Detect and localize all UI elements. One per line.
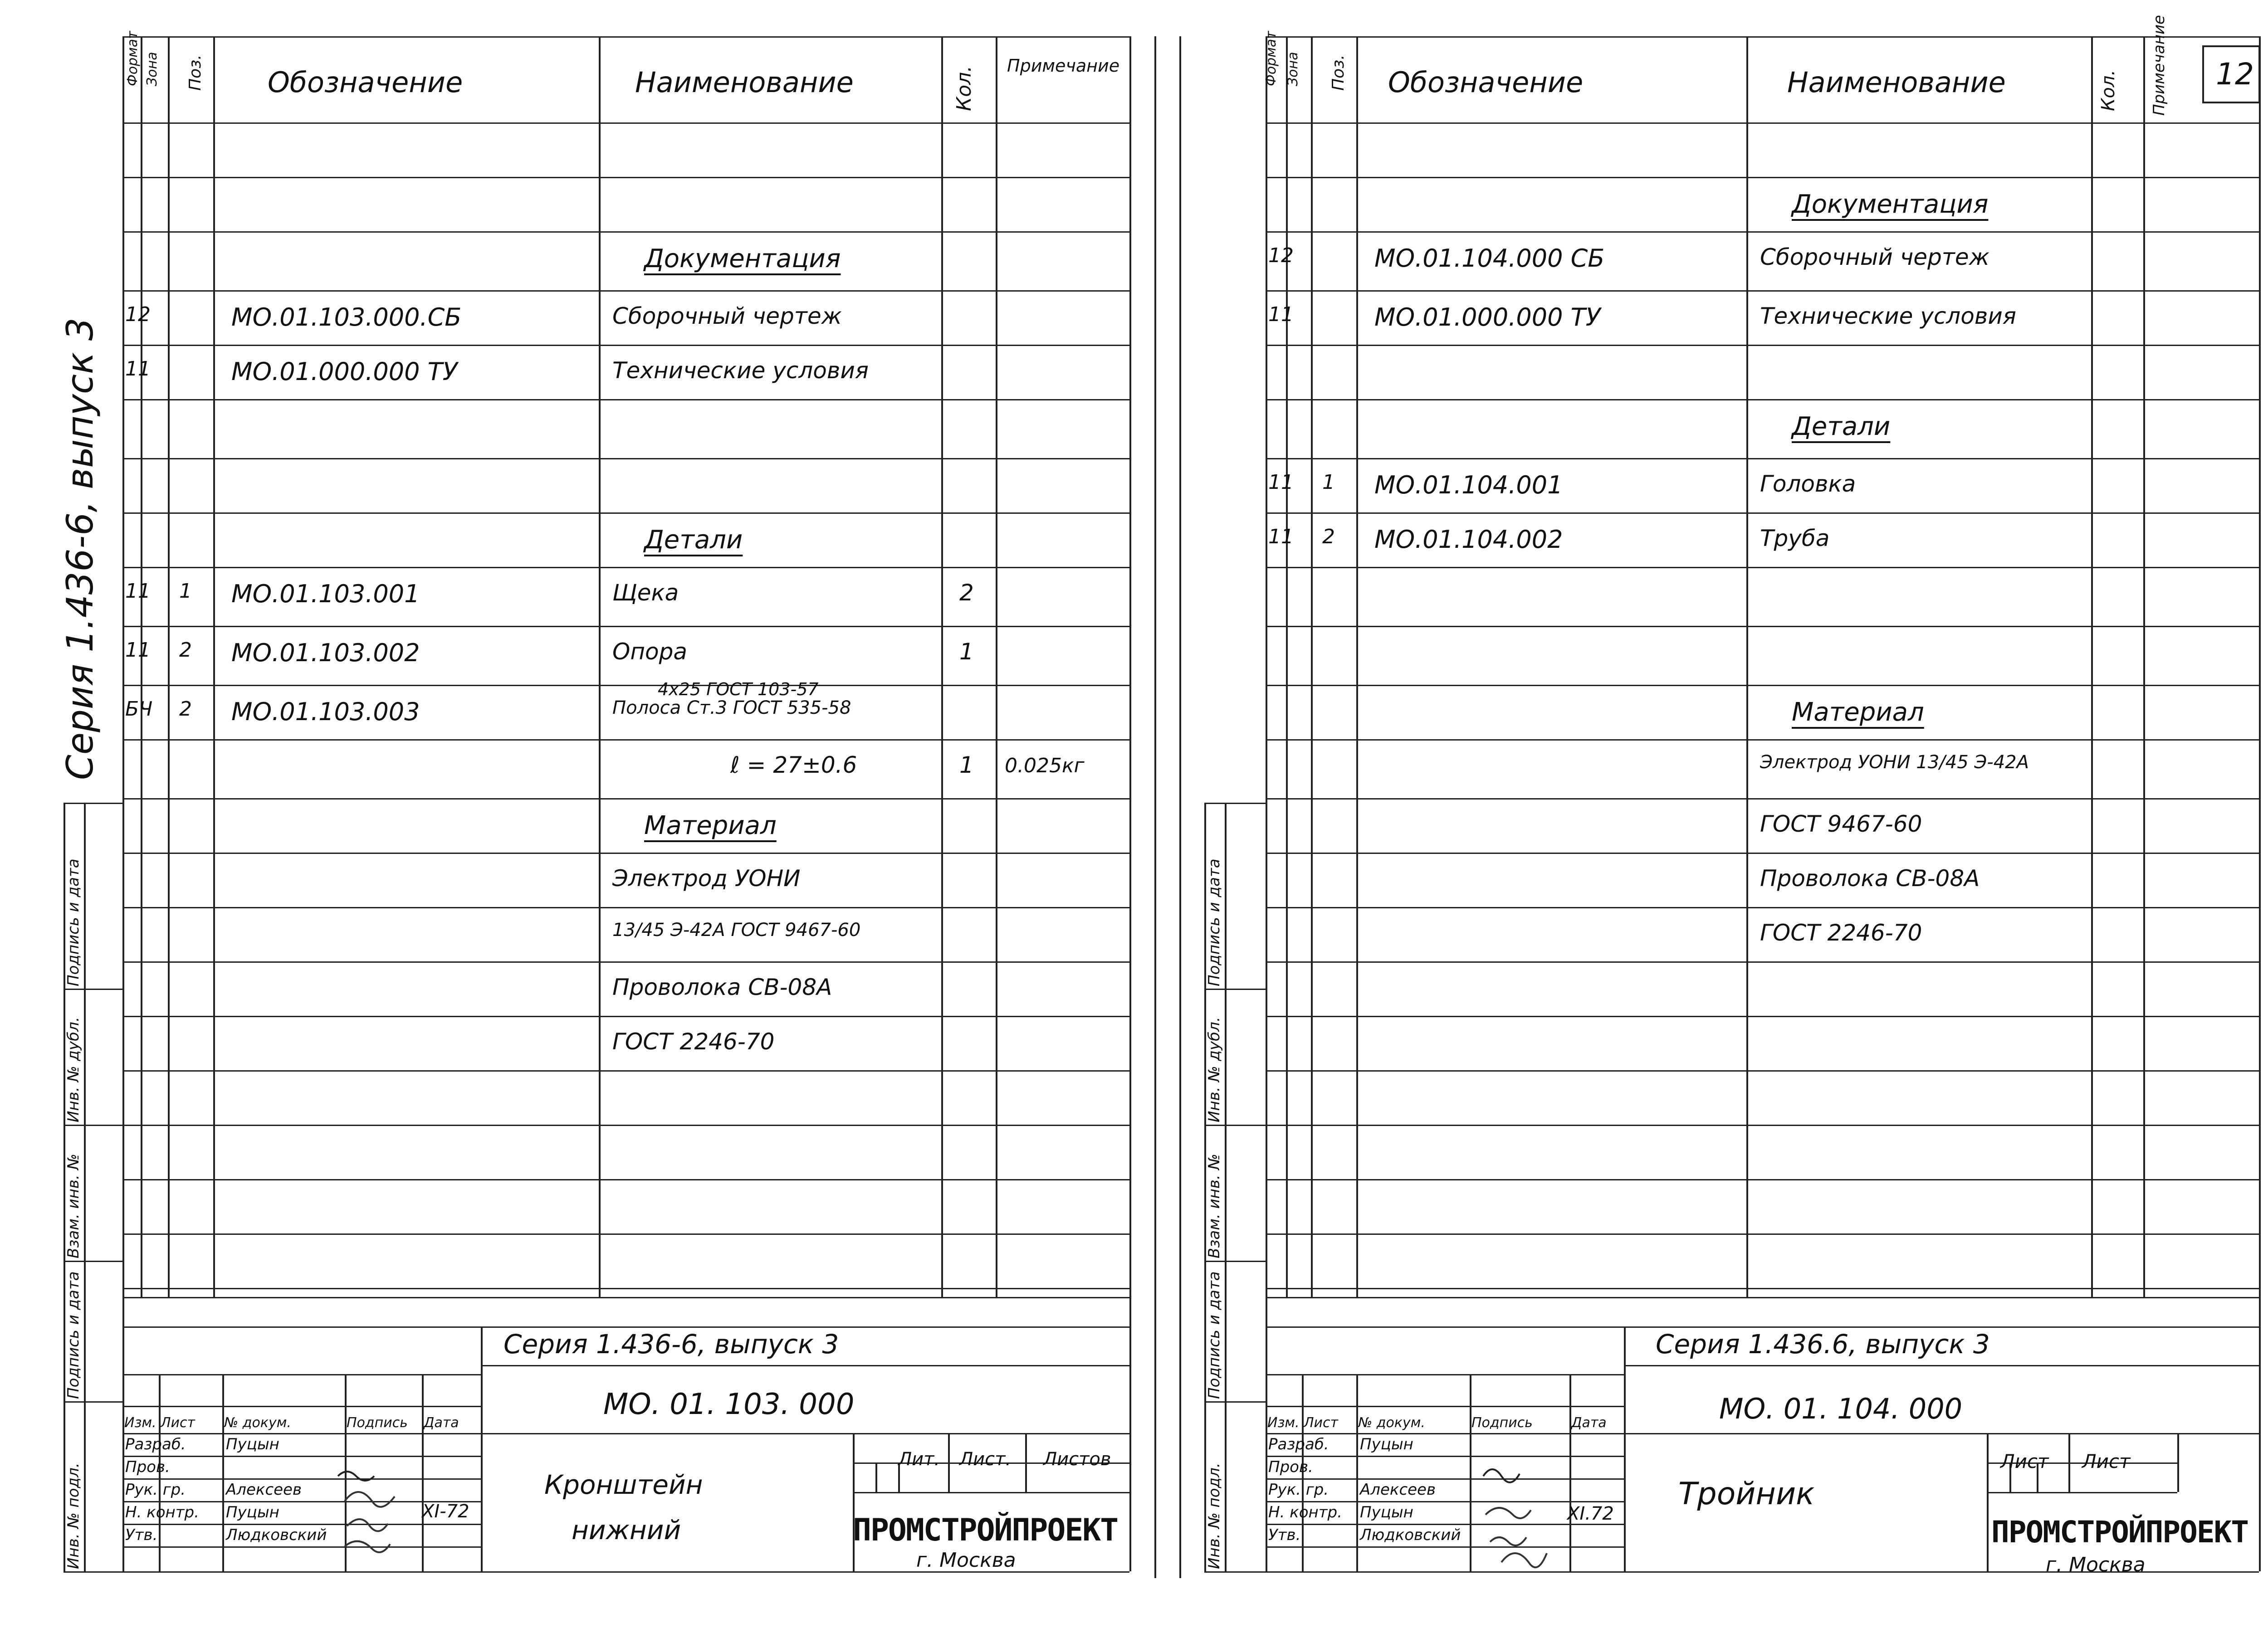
margin-line	[64, 989, 122, 990]
right-col-line	[2091, 36, 2093, 1297]
tb-line	[122, 1456, 481, 1457]
margin-label: Инв. № подл.	[64, 1462, 83, 1569]
col-header-pos: Поз.	[1329, 54, 1348, 91]
row-format: 11	[125, 580, 151, 603]
left-row-line	[122, 685, 1129, 686]
row-name: Электрод УОНИ	[612, 865, 801, 892]
tb-role: Утв.	[1268, 1526, 1301, 1544]
margin-line	[1204, 1125, 1266, 1126]
section-heading: Детали	[1792, 412, 1891, 441]
right-row-line	[1266, 1288, 2259, 1289]
tb-signer: Пуцын	[1360, 1503, 1413, 1521]
row-designation: МО.01.000.000 ТУ	[1374, 303, 1601, 331]
margin-line	[64, 1125, 122, 1126]
right-col-line	[1356, 36, 1358, 1297]
tb-series: Серия 1.436.6, выпуск 3	[1656, 1329, 1990, 1360]
left-row-line	[122, 177, 1129, 178]
row-position: 2	[179, 697, 192, 721]
right-col-line	[1266, 36, 1267, 1297]
left-row-line	[122, 1070, 1129, 1072]
sheet-divider	[1179, 36, 1181, 1578]
row-format: 11	[1268, 525, 1294, 548]
tb-role: Н. контр.	[125, 1503, 199, 1521]
row-format: 11	[125, 357, 151, 380]
margin-line	[1204, 1571, 1266, 1573]
tb-col	[122, 1297, 124, 1571]
col-header-note: Примечание	[2150, 15, 2168, 116]
row-designation: МО.01.103.001	[231, 580, 420, 608]
right-row-line	[1266, 626, 2259, 627]
tb-col-header: № докум.	[1358, 1415, 1425, 1431]
right-row-line	[1266, 961, 2259, 963]
tb-lit: Лит.	[898, 1449, 940, 1470]
col-header-format: Формат	[125, 31, 141, 86]
tb-role: Пров.	[125, 1458, 170, 1476]
tb-line	[1987, 1492, 2177, 1493]
tb-role: Рук. гр.	[125, 1481, 186, 1499]
tb-org: ПРОМСТРОЙПРОЕКТ	[853, 1512, 1118, 1548]
tb-line	[122, 1478, 481, 1480]
row-designation: МО.01.103.002	[231, 639, 420, 667]
col-header-qty: Кол.	[2098, 69, 2119, 111]
margin-line	[1204, 803, 1266, 804]
tb-role: Рук. гр.	[1268, 1481, 1329, 1499]
tb-line	[122, 1524, 481, 1525]
left-row-line	[122, 626, 1129, 627]
row-designation: МО.01.103.000.СБ	[231, 303, 462, 331]
tb-signer: Пуцын	[226, 1503, 279, 1521]
left-row-line	[122, 798, 1129, 799]
tb-col	[222, 1374, 224, 1571]
left-row-line	[122, 853, 1129, 854]
right-row-line	[1266, 122, 2259, 124]
tb-col	[2068, 1433, 2070, 1492]
right-row-line	[1266, 907, 2259, 908]
tb-col	[875, 1462, 877, 1492]
tb-role: Разраб.	[125, 1435, 186, 1453]
right-row-line	[1266, 798, 2259, 799]
left-bottom-spec	[122, 1297, 1129, 1298]
left-col-line	[213, 36, 215, 1297]
row-position: 1	[1322, 471, 1335, 494]
margin-line	[64, 803, 122, 804]
tb-line	[1624, 1365, 2259, 1366]
left-row-line	[122, 739, 1129, 741]
col-header-name: Наименование	[1787, 66, 2006, 99]
right-row-line	[1266, 512, 2259, 514]
left-col-line	[141, 36, 142, 1297]
section-heading: Материал	[644, 811, 777, 840]
tb-line	[122, 1326, 1129, 1328]
tb-col-header: Дата	[424, 1415, 459, 1431]
row-format: 11	[1268, 303, 1294, 326]
series-side-label: Серия 1.436-6, выпуск 3	[59, 317, 101, 780]
row-name: Головка	[1760, 471, 1856, 497]
margin-label: Подпись и дата	[1205, 1271, 1223, 1399]
tb-title-2: нижний	[572, 1515, 681, 1545]
right-row-line	[1266, 1179, 2259, 1180]
tb-date-note: XI-72	[422, 1501, 469, 1522]
left-col-line	[996, 36, 997, 1297]
left-col-line	[941, 36, 943, 1297]
right-row-line	[1266, 177, 2259, 178]
tb-signer: Алексеев	[226, 1481, 302, 1499]
right-col-line	[1311, 36, 1313, 1297]
margin-label: Инв. № подл.	[1205, 1462, 1223, 1569]
tb-line	[1266, 1326, 2259, 1328]
tb-col	[1470, 1374, 1471, 1571]
right-bottom-spec	[1266, 1297, 2259, 1298]
tb-col	[948, 1433, 950, 1492]
row-position: 2	[1322, 525, 1335, 548]
tb-org: ПРОМСТРОЙПРОЕКТ	[1991, 1515, 2248, 1550]
left-col-line	[1129, 36, 1131, 1297]
tb-signer: Людковский	[1360, 1526, 1461, 1544]
row-qty: 2	[959, 580, 974, 606]
section-heading: Детали	[644, 525, 743, 555]
left-row-line	[122, 399, 1129, 400]
row-format: 12	[125, 303, 151, 326]
tb-col	[1129, 1297, 1131, 1571]
tb-col	[1987, 1433, 1989, 1571]
tb-sheet: Лист	[2082, 1450, 2131, 1472]
row-name: Щека	[612, 580, 679, 606]
margin-line	[1204, 1261, 1266, 1262]
tb-col	[1569, 1374, 1571, 1571]
row-name: Опора	[612, 639, 688, 665]
tb-col-header: Лист	[161, 1415, 196, 1431]
right-row-line	[1266, 1070, 2259, 1072]
tb-line	[122, 1406, 481, 1407]
tb-col	[1356, 1374, 1358, 1571]
col-header-format: Формат	[1263, 31, 1279, 86]
col-header-qty: Кол.	[953, 65, 976, 111]
right-row-line	[1266, 458, 2259, 459]
row-designation: МО.01.104.002	[1374, 525, 1563, 554]
margin-line	[64, 1401, 122, 1403]
section-heading: Документация	[1792, 190, 1989, 219]
tb-col	[345, 1374, 347, 1571]
tb-code: МО. 01. 104. 000	[1719, 1392, 1963, 1425]
tb-col	[481, 1326, 483, 1571]
row-position: 2	[179, 639, 192, 662]
row-designation: МО.01.000.000 ТУ	[231, 357, 458, 386]
row-name: ГОСТ 2246-70	[612, 1029, 775, 1055]
row-name: ГОСТ 9467-60	[1760, 811, 1922, 837]
right-col-line	[2143, 36, 2145, 1297]
row-note: 0.025кг	[1005, 754, 1085, 777]
tb-role: Разраб.	[1268, 1435, 1329, 1453]
left-col-line	[122, 36, 124, 1297]
tb-col-header: Подпись	[347, 1415, 408, 1431]
tb-col	[422, 1374, 424, 1571]
right-row-line	[1266, 567, 2259, 568]
tb-col-header: № докум.	[224, 1415, 291, 1431]
row-name: Проволока СВ-08А	[612, 974, 832, 1000]
margin-label: Инв. № дубл.	[1205, 1017, 1223, 1122]
row-name: Электрод УОНИ 13/45 Э-42А	[1760, 752, 2029, 773]
tb-col-header: Изм.	[1267, 1415, 1300, 1431]
row-designation: МО.01.104.000 СБ	[1374, 244, 1605, 273]
left-row-line	[122, 1179, 1129, 1180]
tb-title-1: Кронштейн	[544, 1469, 703, 1500]
row-name: Технические условия	[1760, 303, 2016, 329]
left-row-line	[122, 122, 1129, 124]
row-qty: 1	[959, 639, 974, 665]
margin-label: Взам. инв. №	[64, 1154, 83, 1258]
left-row-line	[122, 231, 1129, 233]
right-row-line	[1266, 231, 2259, 233]
row-position: 1	[179, 580, 192, 603]
tb-role: Утв.	[125, 1526, 158, 1544]
row-name: Проволока СВ-08А	[1760, 865, 1980, 892]
left-row-line	[122, 907, 1129, 908]
left-row-line	[122, 961, 1129, 963]
row-name: Сборочный чертеж	[612, 303, 842, 329]
right-row-line	[1266, 1016, 2259, 1017]
tb-code: МО. 01. 103. 000	[603, 1388, 855, 1421]
left-row-line	[122, 290, 1129, 292]
row-qty: 1	[959, 752, 974, 778]
tb-col-header: Изм.	[124, 1415, 156, 1431]
left-row-line	[122, 1125, 1129, 1126]
section-heading: Документация	[644, 244, 841, 273]
tb-sheet: Лист.	[959, 1449, 1012, 1470]
tb-col	[1266, 1297, 1267, 1571]
right-row-line	[1266, 685, 2259, 686]
row-name: ГОСТ 2246-70	[1760, 920, 1922, 946]
section-heading: Материал	[1792, 697, 1924, 727]
right-col-line	[2259, 36, 2261, 1571]
row-designation: МО.01.104.001	[1374, 471, 1563, 499]
left-col-line	[168, 36, 170, 1297]
tb-col	[853, 1433, 855, 1571]
row-name: Труба	[1760, 525, 1830, 551]
left-col-line	[599, 36, 601, 1297]
tb-role: Н. контр.	[1268, 1503, 1342, 1521]
margin-line	[64, 1261, 122, 1262]
right-col-line	[1286, 36, 1288, 1297]
col-header-designation: Обозначение	[1388, 66, 1584, 99]
tb-line	[853, 1492, 1129, 1493]
row-format: 11	[125, 639, 151, 662]
tb-col	[1025, 1433, 1027, 1492]
row-name: Технические условия	[612, 357, 869, 384]
row-name: ℓ = 27±0.6	[730, 752, 857, 778]
tb-date-note: XI.72	[1567, 1503, 1614, 1524]
row-name: 13/45 Э-42А ГОСТ 9467-60	[612, 920, 861, 941]
tb-city: г. Москва	[2046, 1553, 2146, 1576]
tb-col-header: Подпись	[1471, 1415, 1533, 1431]
right-top-border	[1266, 36, 2259, 38]
col-header-zone: Зона	[1285, 52, 1301, 86]
tb-city: г. Москва	[916, 1549, 1016, 1572]
tb-col	[2177, 1433, 2179, 1492]
margin-label: Инв. № дубл.	[64, 1017, 83, 1122]
tb-signer: Пуцын	[1360, 1435, 1413, 1453]
tb-col	[1624, 1326, 1626, 1571]
margin-label: Подпись и дата	[1205, 858, 1223, 986]
margin-line	[1204, 989, 1266, 990]
left-row-line	[122, 1016, 1129, 1017]
margin-line	[64, 1571, 122, 1573]
row-format: 11	[1268, 471, 1294, 494]
col-header-zone: Зона	[144, 52, 160, 86]
tb-col-header: Лист	[1304, 1415, 1339, 1431]
tb-signer: Людковский	[226, 1526, 327, 1544]
right-row-line	[1266, 853, 2259, 854]
tb-signer: Пуцын	[226, 1435, 279, 1453]
left-row-line	[122, 1233, 1129, 1235]
right-row-line	[1266, 345, 2259, 346]
tb-line	[122, 1374, 481, 1375]
col-header-designation: Обозначение	[268, 66, 463, 99]
right-row-line	[1266, 399, 2259, 400]
tb-role: Пров.	[1268, 1458, 1313, 1476]
margin-label: Подпись и дата	[64, 1271, 83, 1399]
margin-label: Взам. инв. №	[1205, 1154, 1223, 1258]
right-row-line	[1266, 739, 2259, 741]
tb-col-header: Дата	[1571, 1415, 1607, 1431]
left-top-border	[122, 36, 1129, 38]
margin-line	[84, 803, 86, 1571]
margin-line	[1204, 1401, 1266, 1403]
right-row-line	[1266, 290, 2259, 292]
tb-line	[481, 1365, 1129, 1366]
left-row-line	[122, 1288, 1129, 1289]
col-header-pos: Поз.	[186, 54, 205, 91]
left-row-line	[122, 458, 1129, 459]
right-row-line	[1266, 1125, 2259, 1126]
row-name: Полоса Ст.3 ГОСТ 535-58	[612, 697, 851, 718]
tb-title-1: Тройник	[1678, 1476, 1815, 1512]
margin-line	[1225, 803, 1227, 1571]
page-number: 12	[2216, 57, 2254, 92]
right-col-line	[1746, 36, 1748, 1297]
tb-series: Серия 1.436-6, выпуск 3	[503, 1329, 839, 1360]
row-format: БЧ	[125, 697, 153, 721]
tb-line	[122, 1546, 481, 1548]
col-header-note: Примечание	[1007, 56, 1120, 76]
left-row-line	[122, 345, 1129, 346]
row-name-top: 4x25 ГОСТ 103-57	[658, 679, 819, 699]
left-row-line	[122, 512, 1129, 514]
tb-line	[122, 1433, 1129, 1434]
row-designation: МО.01.103.003	[231, 697, 420, 726]
col-header-name: Наименование	[635, 66, 854, 99]
right-row-line	[1266, 1233, 2259, 1235]
tb-signer: Алексеев	[1360, 1481, 1436, 1499]
row-format: 12	[1268, 244, 1294, 267]
left-row-line	[122, 567, 1129, 568]
sheet-divider	[1154, 36, 1156, 1578]
tb-sheets: Листов	[1043, 1449, 1111, 1470]
tb-lit: Лист	[2000, 1450, 2049, 1472]
tb-line	[1266, 1433, 2259, 1434]
margin-label: Подпись и дата	[64, 858, 83, 986]
row-name: Сборочный чертеж	[1760, 244, 1989, 270]
